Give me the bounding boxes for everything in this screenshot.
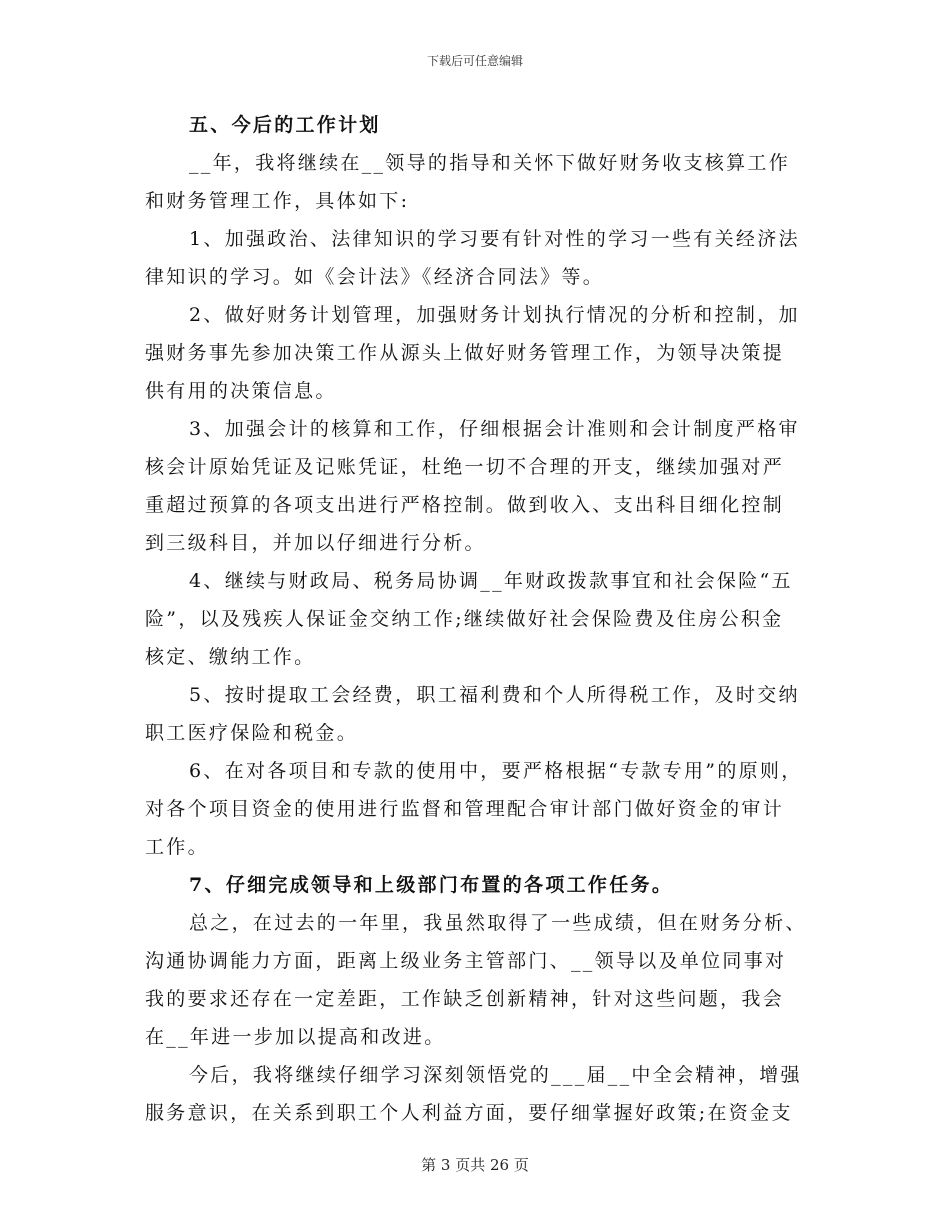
paragraph-line: 律知识的学习。如《会计法》《经济合同法》等。 [145, 266, 605, 288]
paragraph-line: 服务意识，在关系到职工个人利益方面，要仔细掌握好政策;在资金支 [145, 1102, 793, 1124]
list-item-3: 3、加强会计的核算和工作，仔细根据会计准则和会计制度严格审 [189, 418, 800, 440]
paragraph-line: __年，我将继续在__领导的指导和关怀下做好财务收支核算工作 [189, 152, 791, 174]
paragraph-line: 强财务事先参加决策工作从源头上做好财务管理工作，为领导决策提 [145, 342, 785, 364]
paragraph-line: 险”，以及残疾人保证金交纳工作;继续做好社会保险费及住房公积金 [145, 608, 784, 630]
list-item-2: 2、做好财务计划管理，加强财务计划执行情况的分析和控制，加 [189, 304, 800, 326]
section-heading: 五、今后的工作计划 [189, 114, 381, 136]
paragraph-line: 核会计原始凭证及记账凭证，杜绝一切不合理的开支，继续加强对严 [145, 456, 785, 478]
paragraph-line: 重超过预算的各项支出进行严格控制。做到收入、支出科目细化控制 [145, 494, 785, 516]
paragraph-line: 在__年进一步加以提高和改进。 [145, 1026, 446, 1048]
list-item-6: 6、在对各项目和专款的使用中，要严格根据“专款专用”的原则， [189, 760, 803, 782]
document-body [145, 106, 815, 1132]
list-item-7: 7、仔细完成领导和上级部门布置的各项工作任务。 [189, 874, 674, 896]
list-item-1: 1、加强政治、法律知识的学习要有针对性的学习一些有关经济法 [189, 228, 800, 250]
paragraph-line: 到三级科目，并加以仔细进行分析。 [145, 532, 486, 554]
page-header: 下载后可任意编辑 [426, 54, 523, 68]
list-item-4: 4、继续与财政局、税务局协调__年财政拨款事宜和社会保险“五 [189, 570, 793, 592]
paragraph-line: 供有用的决策信息。 [145, 380, 337, 402]
paragraph-line: 和财务管理工作，具体如下: [145, 190, 410, 212]
paragraph-line: 今后，我将继续仔细学习深刻领悟党的___届__中全会精神，增强 [189, 1064, 802, 1086]
paragraph-line: 核定、缴纳工作。 [145, 646, 316, 668]
page-footer: 第 3 页共 26 页 [421, 1156, 529, 1174]
paragraph-line: 总之，在过去的一年里，我虽然取得了一些成绩，但在财务分析、 [189, 912, 807, 934]
paragraph-line: 对各个项目资金的使用进行监督和管理配合审计部门做好资金的审计 [145, 798, 785, 820]
list-item-5: 5、按时提取工会经费，职工福利费和个人所得税工作，及时交纳 [189, 684, 800, 706]
paragraph-line: 我的要求还存在一定差距，工作缺乏创新精神，针对这些问题，我会 [145, 988, 785, 1010]
paragraph-line: 沟通协调能力方面，距离上级业务主管部门、__领导以及单位同事对 [145, 950, 787, 972]
paragraph-line: 职工医疗保险和税金。 [145, 722, 359, 744]
paragraph-line: 工作。 [145, 836, 209, 858]
